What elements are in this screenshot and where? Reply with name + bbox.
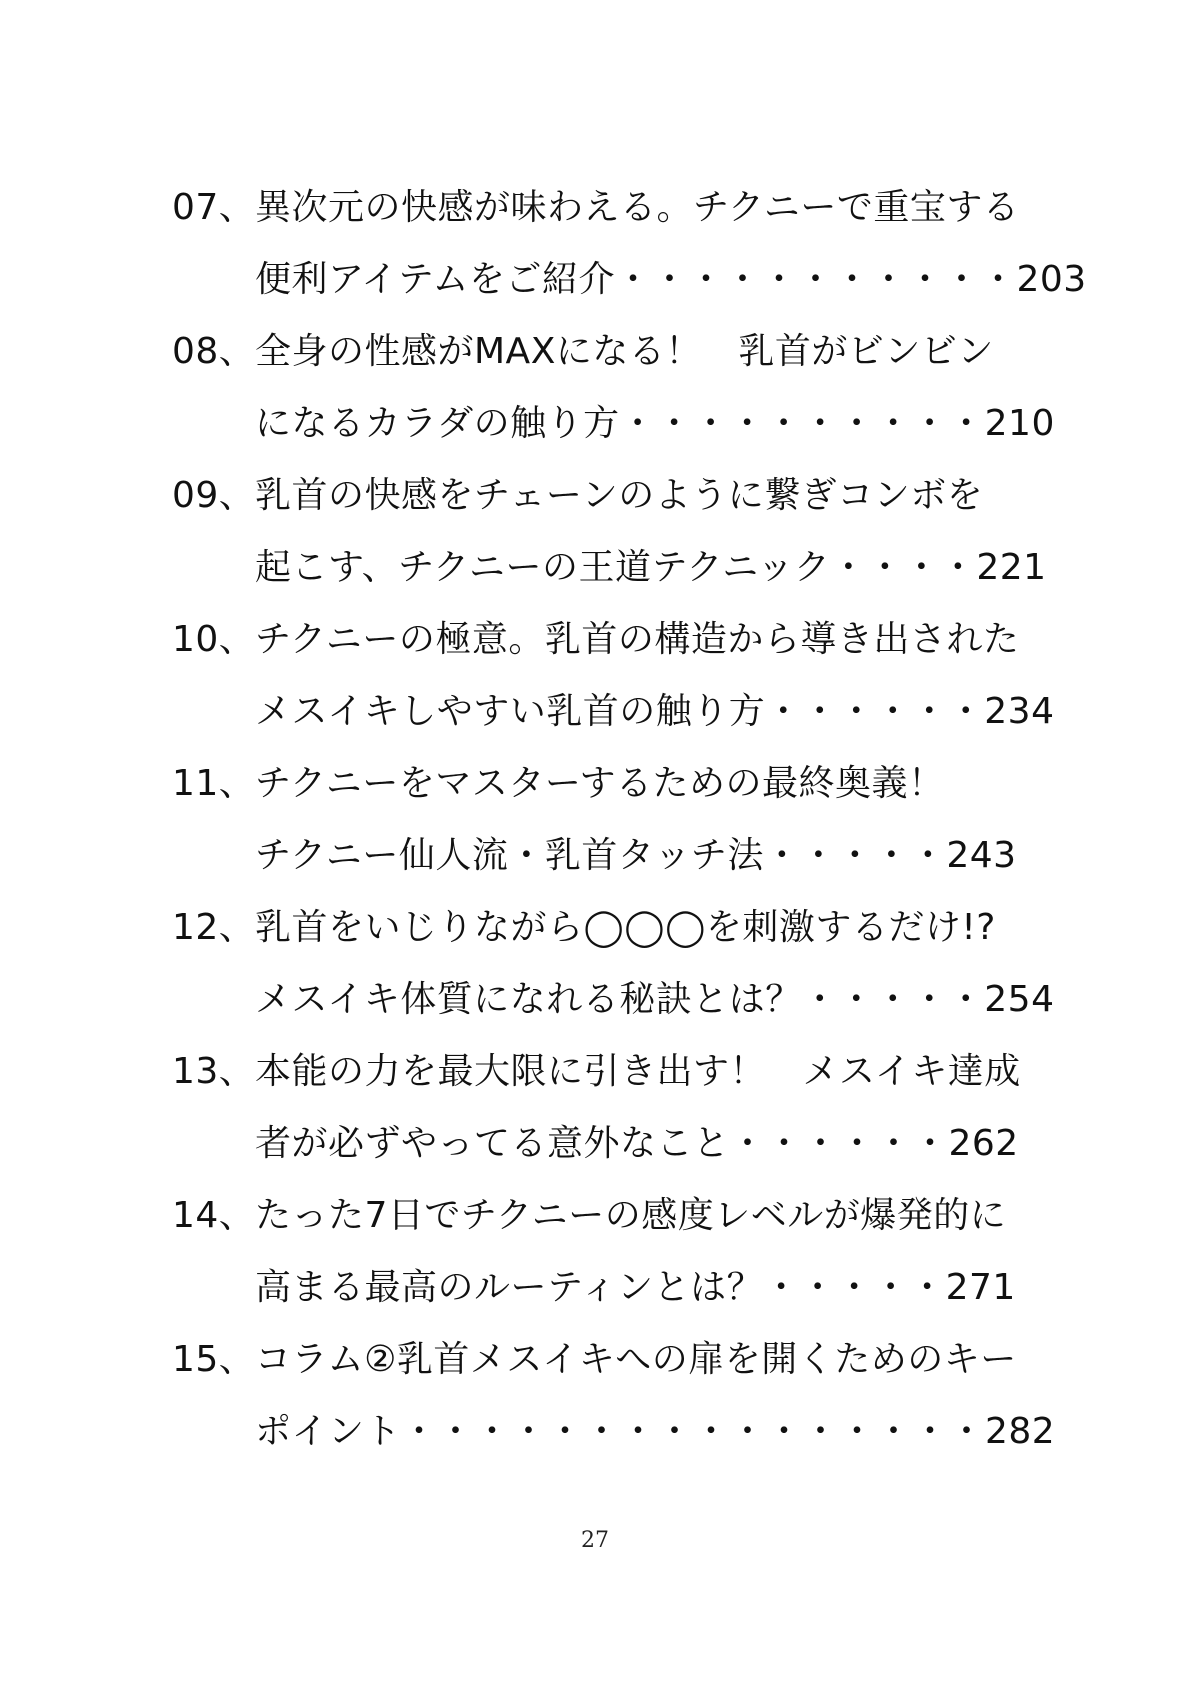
toc-entry-line-2: 者が必ずやってる意外なこと・・・・・・262 — [255, 1123, 1019, 1164]
toc-entry-title: 全身の性感がMAXになる！ 乳首がビンビン — [255, 331, 994, 372]
toc-entry-number: 07、 — [172, 187, 256, 228]
toc-entry-12[interactable] — [0, 906, 1190, 1052]
toc-entry-09[interactable] — [0, 474, 1190, 620]
toc-entry-title: チクニーの極意。乳首の構造から導き出された — [255, 619, 1020, 660]
toc-entry-line-2: 起こす、チクニーの王道テクニック・・・・221 — [255, 547, 1047, 588]
toc-entry-line-2: 便利アイテムをご紹介・・・・・・・・・・・203 — [255, 259, 1087, 300]
toc-entry-line-2: になるカラダの触り方・・・・・・・・・・210 — [255, 403, 1055, 444]
toc-entry-title: チクニーをマスターするための最終奥義！ — [255, 763, 945, 804]
toc-entry-number: 08、 — [172, 331, 256, 372]
toc-entry-line-2: メスイキ体質になれる秘訣とは？・・・・・254 — [255, 979, 1055, 1020]
toc-entry-number: 15、 — [172, 1339, 256, 1380]
toc-entry-line-2: チクニー仙人流・乳首タッチ法・・・・・243 — [255, 835, 1017, 876]
toc-entry-title: たった7日でチクニーの感度レベルが爆発的に — [255, 1195, 1007, 1236]
toc-entry-number: 12、 — [172, 907, 256, 948]
toc-entry-07[interactable] — [0, 186, 1190, 332]
toc-entry-15[interactable] — [0, 1338, 1190, 1484]
toc-entry-number: 11、 — [172, 763, 256, 804]
toc-entry-number: 10、 — [172, 619, 256, 660]
toc-entry-title: 本能の力を最大限に引き出す！ メスイキ達成 — [255, 1051, 1021, 1092]
page-number: 27 — [581, 1528, 609, 1553]
toc-entry-line-2: メスイキしやすい乳首の触り方・・・・・・234 — [255, 691, 1055, 732]
toc-entry-title: コラム②乳首メスイキへの扉を開くためのキー — [255, 1339, 1017, 1380]
toc-entry-line-2: 高まる最高のルーティンとは？・・・・・271 — [255, 1267, 1016, 1308]
toc-entry-title: 乳首をいじりながら◯◯◯を刺激するだけ!? — [255, 907, 996, 948]
toc-entry-08[interactable] — [0, 330, 1190, 476]
toc-entry-11[interactable] — [0, 762, 1190, 908]
toc-entry-10[interactable] — [0, 618, 1190, 764]
toc-entry-title: 異次元の快感が味わえる。チクニーで重宝する — [255, 187, 1020, 228]
toc-entry-line-2: ポイント・・・・・・・・・・・・・・・・282 — [255, 1411, 1056, 1452]
toc-entry-number: 13、 — [172, 1051, 256, 1092]
toc-entry-number: 09、 — [172, 475, 256, 516]
toc-entry-14[interactable] — [0, 1194, 1190, 1340]
toc-entry-13[interactable] — [0, 1050, 1190, 1196]
toc-entry-number: 14、 — [172, 1195, 256, 1236]
toc-entry-title: 乳首の快感をチェーンのように繋ぎコンボを — [255, 475, 984, 516]
